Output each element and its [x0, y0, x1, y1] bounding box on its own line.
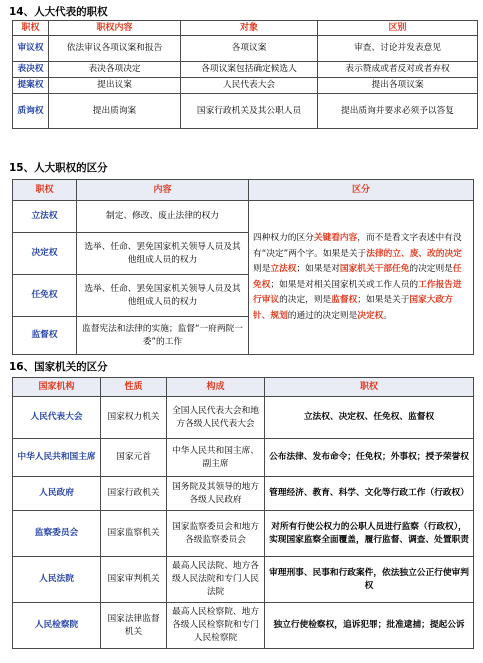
note-text: ；如果是关于	[357, 295, 410, 305]
power-name: 立法权	[13, 201, 77, 233]
note-text: 则是	[253, 264, 271, 274]
organ-powers: 公布法律、发布命令；任免权；外事权；授予荣誉权	[265, 439, 474, 477]
organ-composition: 全国人民代表大会和地方各级人民代表大会	[167, 397, 265, 439]
organ-name: 监察委员会	[13, 511, 101, 557]
power-object: 人民代表大会	[181, 78, 318, 94]
note-text: 的通过的决定则是	[287, 310, 358, 321]
state-organs-table	[12, 377, 474, 649]
section-14-title: 14、人大代表的职权	[9, 6, 108, 18]
organ-powers: 对所有行使公权力的公职人员进行监察（行政权），实现国家监察全面覆盖，履行监督、调查、处置职责	[265, 511, 474, 557]
power-name: 决定权	[13, 233, 77, 275]
header-cell: 国家机构	[13, 378, 101, 397]
note-highlight: 关键看内容	[313, 233, 358, 243]
note-highlight: 国家机关干部任免	[339, 264, 410, 274]
table-row	[13, 439, 474, 477]
power-name: 审议权	[13, 36, 49, 62]
power-difference: 提出质询并要求必须予以答复	[318, 94, 478, 129]
organ-nature: 国家法律监督机关	[101, 603, 167, 649]
table-row	[13, 557, 474, 603]
mp-powers-table	[12, 20, 478, 129]
table-row	[13, 78, 478, 94]
note-highlight: 决定权	[357, 310, 384, 321]
power-content: 提出议案	[49, 78, 181, 94]
section-16-title: 16、国家机关的区分	[9, 361, 108, 373]
power-content: 表决各项决定	[49, 62, 181, 78]
table-row	[13, 511, 474, 557]
note-highlight: 国家大政方针、规划	[253, 295, 453, 321]
organ-nature: 国家权力机关	[101, 397, 167, 439]
header-cell: 区分	[249, 180, 474, 201]
note-text: ，而不是看文字表述中有没有“决定”两个字。如果是关于	[253, 233, 462, 259]
note-text: ；如果是对相关国家机关或工作人员的	[270, 279, 419, 290]
organ-composition: 中华人民共和国主席、副主席	[167, 439, 265, 477]
power-name: 质询权	[13, 94, 49, 129]
power-object: 各项议案包括确定候选人	[181, 62, 318, 78]
organ-name: 中华人民共和国主席	[13, 439, 101, 477]
organ-nature: 国家行政机关	[101, 477, 167, 511]
power-name: 提案权	[13, 78, 49, 94]
table-row	[13, 201, 474, 233]
organ-powers: 独立行使检察权，追诉犯罪；批准逮捕；提起公诉	[265, 603, 474, 649]
table-header-row	[13, 180, 474, 201]
power-name: 监督权	[13, 317, 77, 355]
header-cell: 区别	[318, 21, 478, 36]
table-row	[13, 62, 478, 78]
header-cell: 性质	[101, 378, 167, 397]
organ-composition: 国务院及其领导的地方各级人民政府	[167, 477, 265, 511]
table-row	[13, 603, 474, 649]
table-header-row	[13, 378, 474, 397]
power-name: 表决权	[13, 62, 49, 78]
power-content: 依法审议各项议案和报告	[49, 36, 181, 62]
note-text: ；如果是对	[296, 264, 340, 274]
note-text: 四种权力的区分	[253, 233, 314, 243]
power-content: 选举、任命、罢免国家机关领导人员及其他组成人员的权力	[77, 233, 249, 275]
organ-nature: 国家审判机关	[101, 557, 167, 603]
note-text: 。	[383, 310, 392, 321]
power-content: 提出质询案	[49, 94, 181, 129]
organ-powers: 审理刑事、民事和行政案件，依法独立公正行使审判权	[265, 557, 474, 603]
power-object: 国家行政机关及其公职人员	[181, 94, 318, 129]
note-highlight: 工作报告进行审议	[253, 279, 462, 305]
table-row	[13, 397, 474, 439]
power-content: 监督宪法和法律的实施；监督“一府两院一委”的工作	[77, 317, 249, 355]
note-highlight: 任免权	[253, 264, 462, 290]
distinction-note	[249, 201, 474, 355]
power-difference: 提出各项议案	[318, 78, 478, 94]
power-name: 任免权	[13, 275, 77, 317]
header-cell: 职权内容	[49, 21, 181, 36]
organ-composition: 最高人民检察院、地方各级人民检察院和专门人民检察院	[167, 603, 265, 649]
organ-composition: 国家监察委员会和地方各级监察委员会	[167, 511, 265, 557]
header-cell: 职权	[265, 378, 474, 397]
header-cell: 构成	[167, 378, 265, 397]
header-cell: 职权	[13, 21, 49, 36]
power-object: 各项议案	[181, 36, 318, 62]
organ-name: 人民代表大会	[13, 397, 101, 439]
note-highlight: 监督权	[331, 295, 358, 305]
organ-name: 人民政府	[13, 477, 101, 511]
npc-powers-table	[12, 179, 474, 355]
organ-powers: 立法权、决定权、任免权、监督权	[265, 397, 474, 439]
table-row	[13, 36, 478, 62]
note-highlight: 立法权	[270, 264, 297, 274]
organ-nature: 国家元首	[101, 439, 167, 477]
note-highlight: 法律的立、废、改的决定	[366, 248, 462, 259]
header-cell: 对象	[181, 21, 318, 36]
power-difference: 表示赞成或者反对或者弃权	[318, 62, 478, 78]
organ-name: 人民检察院	[13, 603, 101, 649]
note-text: 的决定，则是	[279, 295, 332, 305]
organ-composition: 最高人民法院、地方各级人民法院和专门人民法院	[167, 557, 265, 603]
organ-name: 人民法院	[13, 557, 101, 603]
power-difference: 审查、讨论并发表意见	[318, 36, 478, 62]
header-cell: 内容	[77, 180, 249, 201]
organ-nature: 国家监察机关	[101, 511, 167, 557]
power-content: 选举、任命、罢免国家机关领导人员及其他组成人员的权力	[77, 275, 249, 317]
power-content: 制定、修改、废止法律的权力	[77, 201, 249, 233]
note-text: 的决定则是	[409, 264, 453, 274]
organ-powers: 管理经济、教育、科学、文化等行政工作（行政权）	[265, 477, 474, 511]
section-15-title: 15、人大职权的区分	[9, 162, 108, 174]
table-row	[13, 477, 474, 511]
header-cell: 职权	[13, 180, 77, 201]
table-header-row	[13, 21, 478, 36]
table-row	[13, 94, 478, 129]
